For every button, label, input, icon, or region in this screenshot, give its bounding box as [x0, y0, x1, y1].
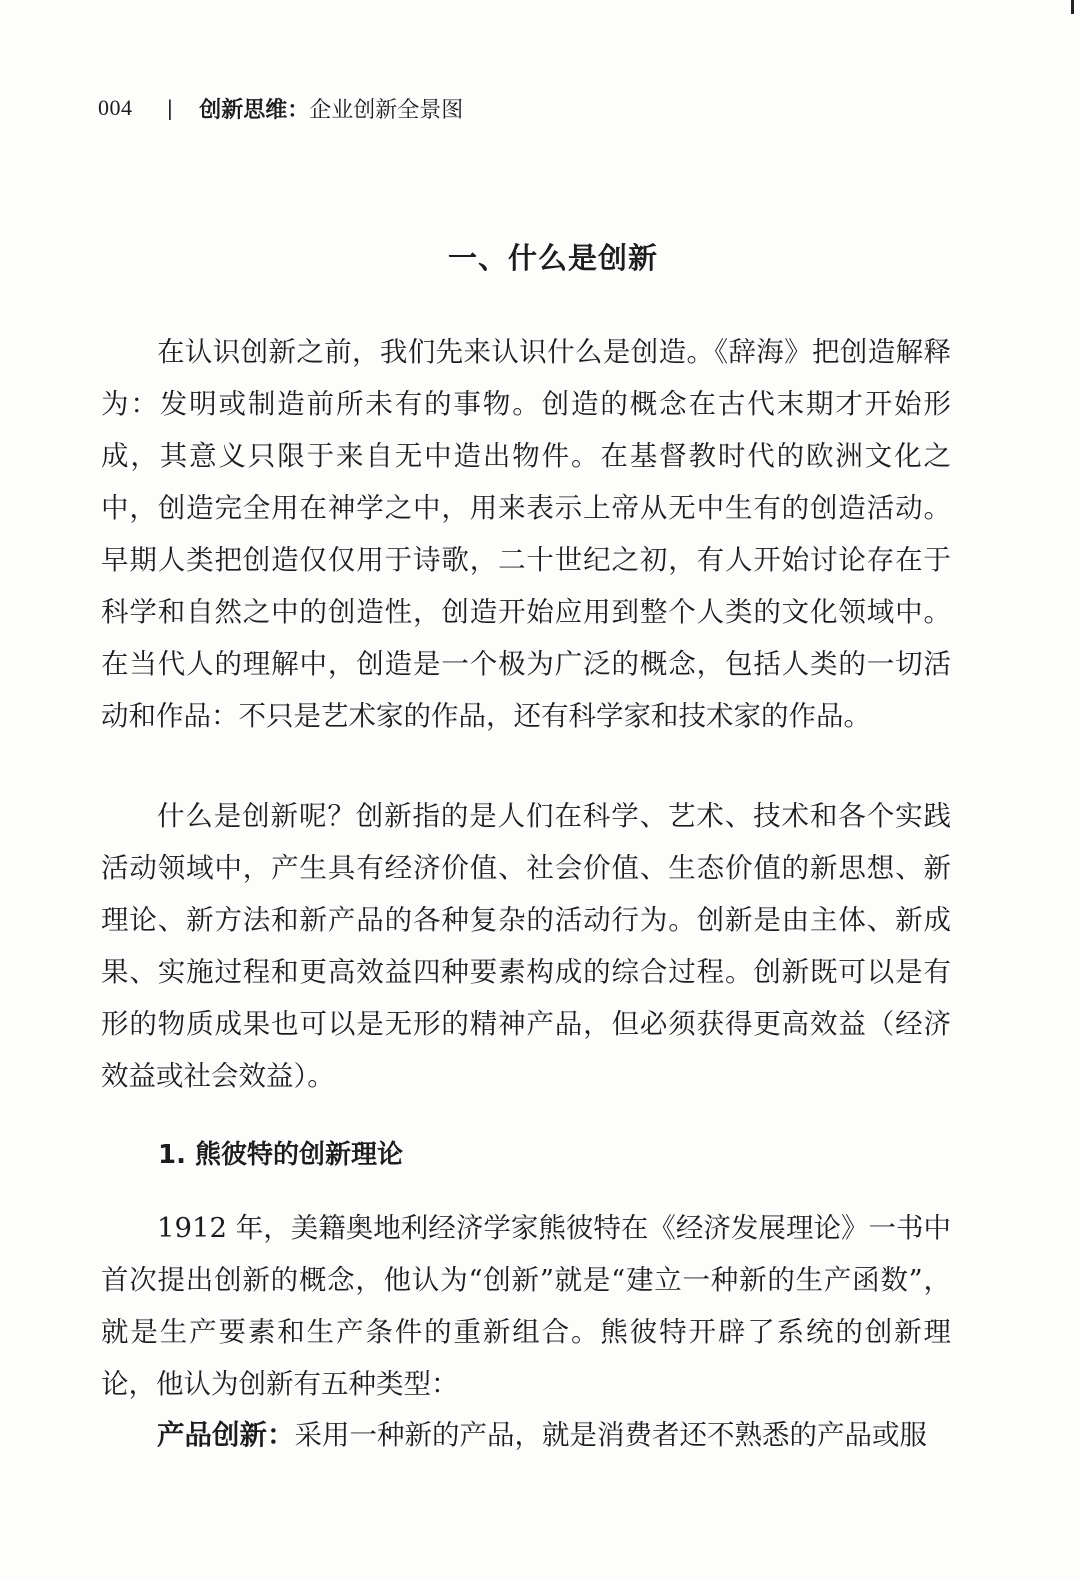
book-title-bold: 创新思维： [199, 97, 310, 123]
running-header [98, 90, 463, 126]
header-separator: | [166, 96, 174, 120]
term-label: 产品创新： [157, 1419, 295, 1451]
subsection-title: 1. 熊彼特的创新理论 [158, 1140, 404, 1170]
paragraph-text [101, 1409, 951, 1461]
paragraph-text: 1912 年，美籍奥地利经济学家熊彼特在《经济发展理论》一书中首次提出创新的概念，他认为“创新”就是“建立一种新的生产函数”，就是生产要素和生产条件的重新组合。熊彼特开辟了系统的创新理论，他认为创新有五种类型： [101, 1212, 951, 1400]
paragraph-text: 什么是创新呢？创新指的是人们在科学、艺术、技术和各个实践活动领域中，产生具有经济价值、社会价值、生态价值的新思想、新理论、新方法和新产品的各种复杂的活动行为。创新是由主体、新成果、实施过程和更高效益四种要素构成的综合过程。创新既可以是有形的物质成果也可以是无形的精神产品，但必须获得更高效益（经济效益或社会效益）。 [101, 800, 951, 1092]
paragraph-innovation [101, 790, 951, 1102]
term-definition: 采用一种新的产品，就是消费者还不熟悉的产品或服 [294, 1419, 927, 1451]
section-title: 一、什么是创新 [447, 241, 658, 275]
page-number: 004 [98, 95, 133, 120]
paragraph-text: 在认识创新之前，我们先来认识什么是创造。《辞海》把创造解释为：发明或制造前所未有的事物。创造的概念在古代末期才开始形成，其意义只限于来自无中造出物件。在基督教时代的欧洲文化之中，创造完全用在神学之中，用来表示上帝从无中生有的创造活动。早期人类把创造仅仅用于诗歌，二十世纪之初，有人开始讨论存在于科学和自然之中的创造性，创造开始应用到整个人类的文化领域中。在当代人的理解中，创造是一个极为广泛的概念，包括人类的一切活动和作品：不只是艺术家的作品，还有科学家和技术家的作品。 [101, 336, 951, 732]
book-title-rest: 企业创新全景图 [309, 97, 464, 123]
paragraph-creation [101, 326, 951, 742]
scan-edge-mark [1071, 0, 1074, 14]
paragraph-product-innovation [101, 1409, 951, 1461]
paragraph-schumpeter [101, 1202, 951, 1410]
